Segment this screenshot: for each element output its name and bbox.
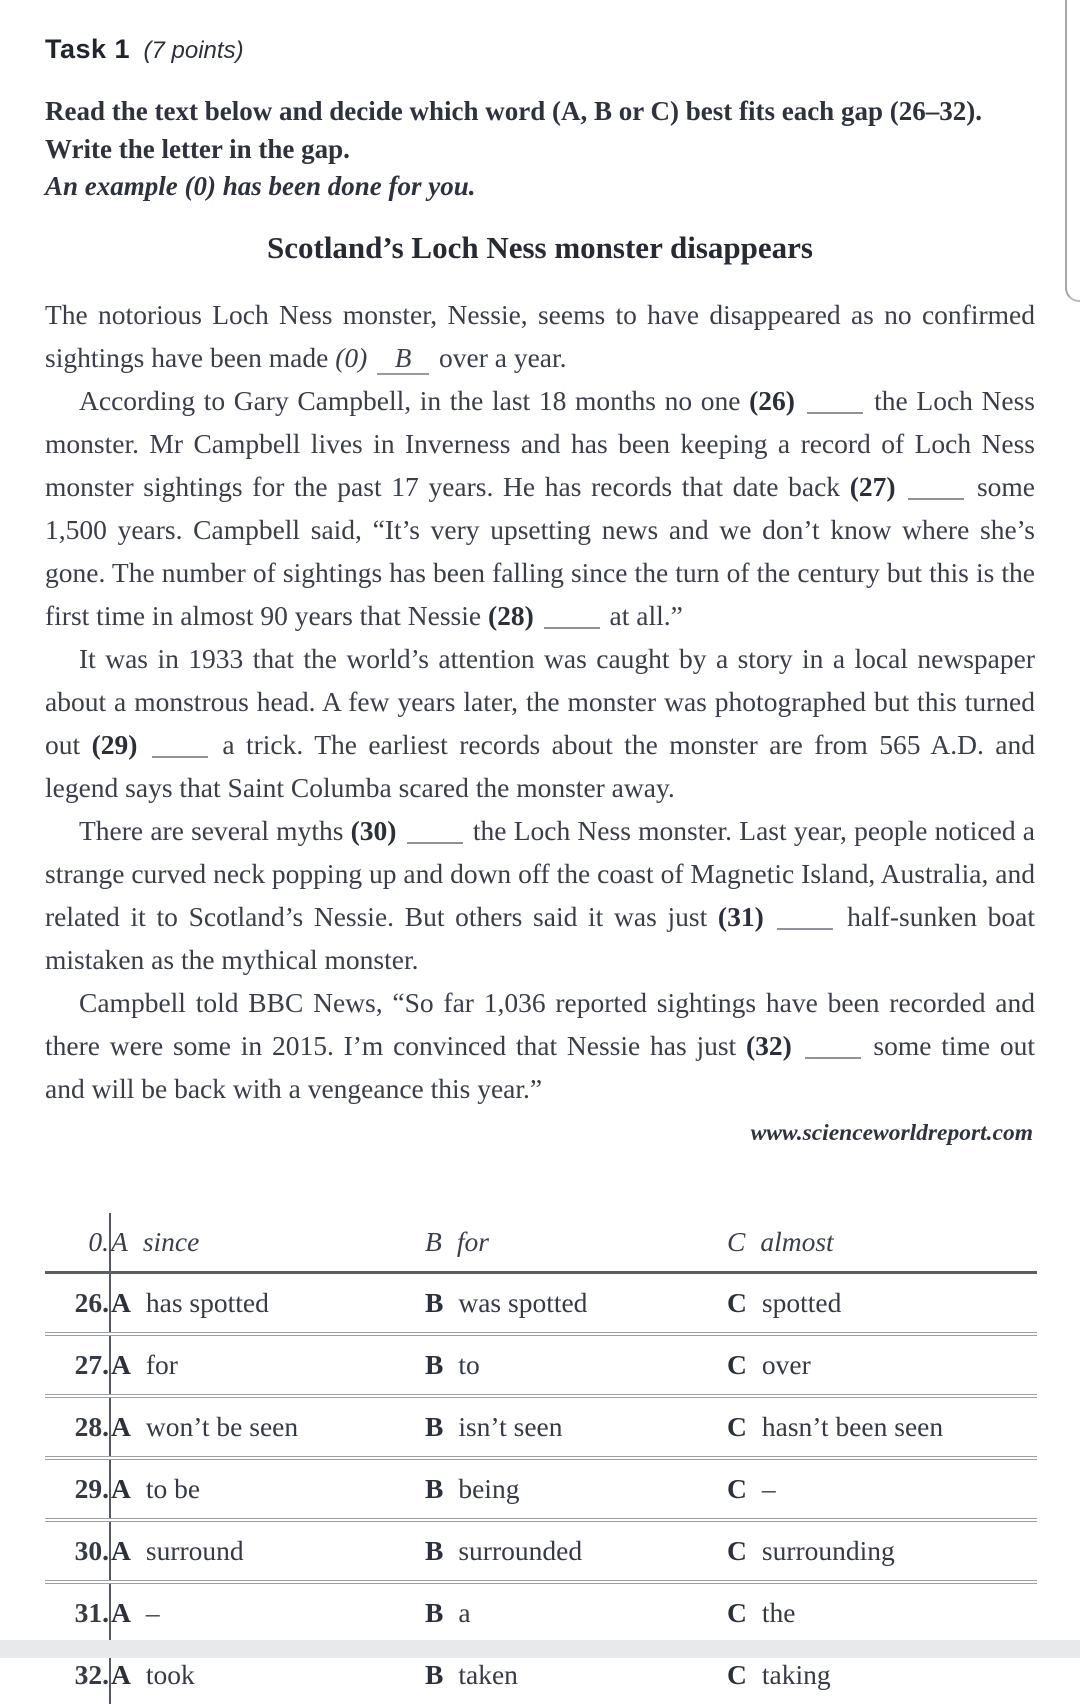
option-text: to be xyxy=(145,1472,201,1504)
option-letter: C xyxy=(727,1348,747,1380)
passage-text: There are several myths xyxy=(79,814,351,846)
option-text: isn’t seen xyxy=(458,1410,563,1442)
option-text: the xyxy=(761,1596,796,1628)
task-label: Task 1 xyxy=(45,34,131,64)
passage-text: some 1,500 years. Campbell said, “It’s very upsetting news and we don’t know where she’s gone. The number of sightings has been falling since the turn of the century but this is the first time in almost 90 years that Nessie xyxy=(45,470,1035,631)
option-cell-a xyxy=(110,1334,425,1396)
answer-gap-line xyxy=(152,742,208,758)
option-text: was spotted xyxy=(458,1286,588,1318)
answer-gap-line xyxy=(807,398,863,414)
options-table-body xyxy=(45,1213,1037,1704)
answer-gap-line xyxy=(805,1043,861,1059)
option-text: spotted xyxy=(761,1286,842,1318)
option-cell-c xyxy=(727,1520,1037,1582)
table-row xyxy=(45,1334,1037,1396)
option-text: over xyxy=(761,1348,811,1380)
option-text: being xyxy=(458,1472,520,1504)
option-cell-b xyxy=(425,1272,727,1334)
passage-body xyxy=(45,293,1035,1110)
item-number: 32. xyxy=(45,1644,110,1704)
passage-paragraph xyxy=(45,981,1035,1110)
task-points: (7 points) xyxy=(143,37,244,64)
option-cell-c xyxy=(727,1396,1037,1458)
option-letter: C xyxy=(727,1225,746,1257)
option-text: – xyxy=(761,1472,776,1504)
item-number: 26. xyxy=(45,1272,110,1334)
option-letter: C xyxy=(727,1410,747,1442)
option-cell-c xyxy=(727,1334,1037,1396)
option-text: hasn’t been seen xyxy=(761,1410,944,1442)
passage-text: the Loch Ness monster. Mr Campbell lives in Inverness and has been keeping a record of Loch Ness monster sightings for the past 17 years. He has records that date back xyxy=(45,384,1035,502)
passage-title: Scotland’s Loch Ness monster disappears xyxy=(267,229,813,265)
scan-edge-artifact-line xyxy=(1065,0,1067,290)
option-letter: A xyxy=(111,1410,131,1442)
passage-paragraph xyxy=(45,293,1035,379)
passage-paragraph xyxy=(45,809,1035,981)
options-table xyxy=(45,1213,1037,1704)
gap-number: (26) xyxy=(749,384,795,416)
item-number: 31. xyxy=(45,1582,110,1644)
option-text: almost xyxy=(760,1225,834,1257)
gap-number: (29) xyxy=(91,728,138,760)
option-cell-b xyxy=(425,1520,727,1582)
scanner-band xyxy=(0,1640,1080,1658)
option-letter: B xyxy=(425,1596,444,1628)
option-letter: B xyxy=(425,1225,442,1257)
item-number: 29. xyxy=(45,1458,110,1520)
item-number: 28. xyxy=(45,1396,110,1458)
option-letter: A xyxy=(111,1472,131,1504)
option-letter: A xyxy=(111,1348,131,1380)
option-cell-b xyxy=(425,1582,727,1644)
option-cell-b xyxy=(425,1396,727,1458)
answer-gap-line xyxy=(777,914,833,930)
option-letter: C xyxy=(727,1658,747,1690)
table-row xyxy=(45,1520,1037,1582)
table-row xyxy=(45,1458,1037,1520)
answer-gap-line xyxy=(407,828,463,844)
passage-text: at all.” xyxy=(602,599,683,631)
option-text: since xyxy=(142,1225,200,1257)
option-cell-a xyxy=(110,1396,425,1458)
table-row xyxy=(45,1582,1037,1644)
gap-number: (28) xyxy=(487,599,534,631)
item-number: 30. xyxy=(45,1520,110,1582)
option-cell-b xyxy=(425,1213,727,1273)
option-cell-a xyxy=(110,1582,425,1644)
instruction-line-1: Read the text below and decide which word (A, B or C) best fits each gap (26–32). xyxy=(45,96,982,126)
option-letter: A xyxy=(111,1534,131,1566)
passage-text: the Loch Ness monster. Last year, people noticed a strange curved neck popping up and down off the coast of Magnetic Island, Australia, and related it to Scotland’s Nessie. But others said it was just xyxy=(45,814,1035,932)
option-text: – xyxy=(145,1596,160,1628)
option-text: for xyxy=(145,1348,178,1380)
option-text: surround xyxy=(145,1534,244,1566)
option-letter: A xyxy=(111,1286,131,1318)
option-cell-c xyxy=(727,1458,1037,1520)
task-header xyxy=(45,34,1035,65)
table-row xyxy=(45,1396,1037,1458)
option-cell-a xyxy=(110,1213,425,1273)
example-gap-number: (0) xyxy=(335,341,368,373)
passage-text: some time out and will be back with a vengeance this year.” xyxy=(45,1029,1036,1104)
option-text: surrounding xyxy=(761,1534,895,1566)
option-letter: A xyxy=(111,1225,128,1257)
passage-text: half-sunken boat mistaken as the mythical monster. xyxy=(45,900,1036,975)
gap-number: (30) xyxy=(350,814,397,846)
passage-text: The notorious Loch Ness monster, Nessie, seems to have disappeared as no confirmed sightings have been made xyxy=(45,298,1035,373)
option-text: has spotted xyxy=(145,1286,269,1318)
option-letter: B xyxy=(425,1286,444,1318)
option-cell-a xyxy=(110,1272,425,1334)
example-gap-line xyxy=(377,343,429,375)
item-number: 0. xyxy=(45,1213,110,1273)
option-letter: C xyxy=(727,1534,747,1566)
option-cell-c xyxy=(727,1213,1037,1273)
option-text: a xyxy=(458,1596,471,1628)
option-text: won’t be seen xyxy=(145,1410,299,1442)
option-text: taken xyxy=(458,1658,518,1690)
option-letter: B xyxy=(425,1534,444,1566)
passage-text: According to Gary Campbell, in the last 18 months no one xyxy=(79,384,750,416)
option-letter: B xyxy=(425,1658,444,1690)
option-cell-c xyxy=(727,1582,1037,1644)
option-letter: B xyxy=(425,1348,444,1380)
option-letter: C xyxy=(727,1596,747,1628)
table-row xyxy=(45,1213,1037,1273)
table-row xyxy=(45,1272,1037,1334)
option-cell-b xyxy=(425,1334,727,1396)
option-text: to xyxy=(458,1348,480,1380)
instruction-line-3: An example (0) has been done for you. xyxy=(45,171,476,201)
option-cell-b xyxy=(425,1458,727,1520)
option-cell-a xyxy=(110,1520,425,1582)
passage-text: over a year. xyxy=(432,341,567,373)
option-letter: B xyxy=(425,1472,444,1504)
option-letter: B xyxy=(425,1410,444,1442)
option-cell-a xyxy=(110,1458,425,1520)
option-letter: C xyxy=(727,1286,747,1318)
answer-gap-line xyxy=(544,613,600,629)
instruction-line-2: Write the letter in the gap. xyxy=(45,133,350,164)
answer-gap-line xyxy=(908,484,964,500)
option-text: surrounded xyxy=(458,1534,583,1566)
gap-number: (31) xyxy=(717,900,764,932)
option-cell-c xyxy=(727,1272,1037,1334)
option-letter: C xyxy=(727,1472,747,1504)
passage-text: It was in 1933 that the world’s attention was caught by a story in a local newspaper about a monstrous head. A few years later, the monster was photographed but this turned out xyxy=(45,642,1035,760)
passage-paragraph xyxy=(45,637,1035,809)
gap-number: (32) xyxy=(745,1029,792,1061)
source-attribution: www.scienceworldreport.com xyxy=(750,1119,1033,1146)
option-text: took xyxy=(145,1658,195,1690)
option-letter: A xyxy=(111,1596,131,1628)
passage-text: Campbell told BBC News, “So far 1,036 reported sightings have been recorded and there were some in 2015. I’m convinced that Nessie has just xyxy=(45,986,1035,1061)
passage-text: a trick. The earliest records about the monster are from 565 A.D. and legend says that Saint Columba scared the monster away. xyxy=(45,728,1036,803)
passage-paragraph xyxy=(45,379,1035,637)
option-text: taking xyxy=(761,1658,831,1690)
option-letter: A xyxy=(111,1658,131,1690)
example-gap-answer: B xyxy=(394,342,412,373)
option-text: for xyxy=(456,1225,489,1257)
gap-number: (27) xyxy=(849,470,896,502)
item-number: 27. xyxy=(45,1334,110,1396)
